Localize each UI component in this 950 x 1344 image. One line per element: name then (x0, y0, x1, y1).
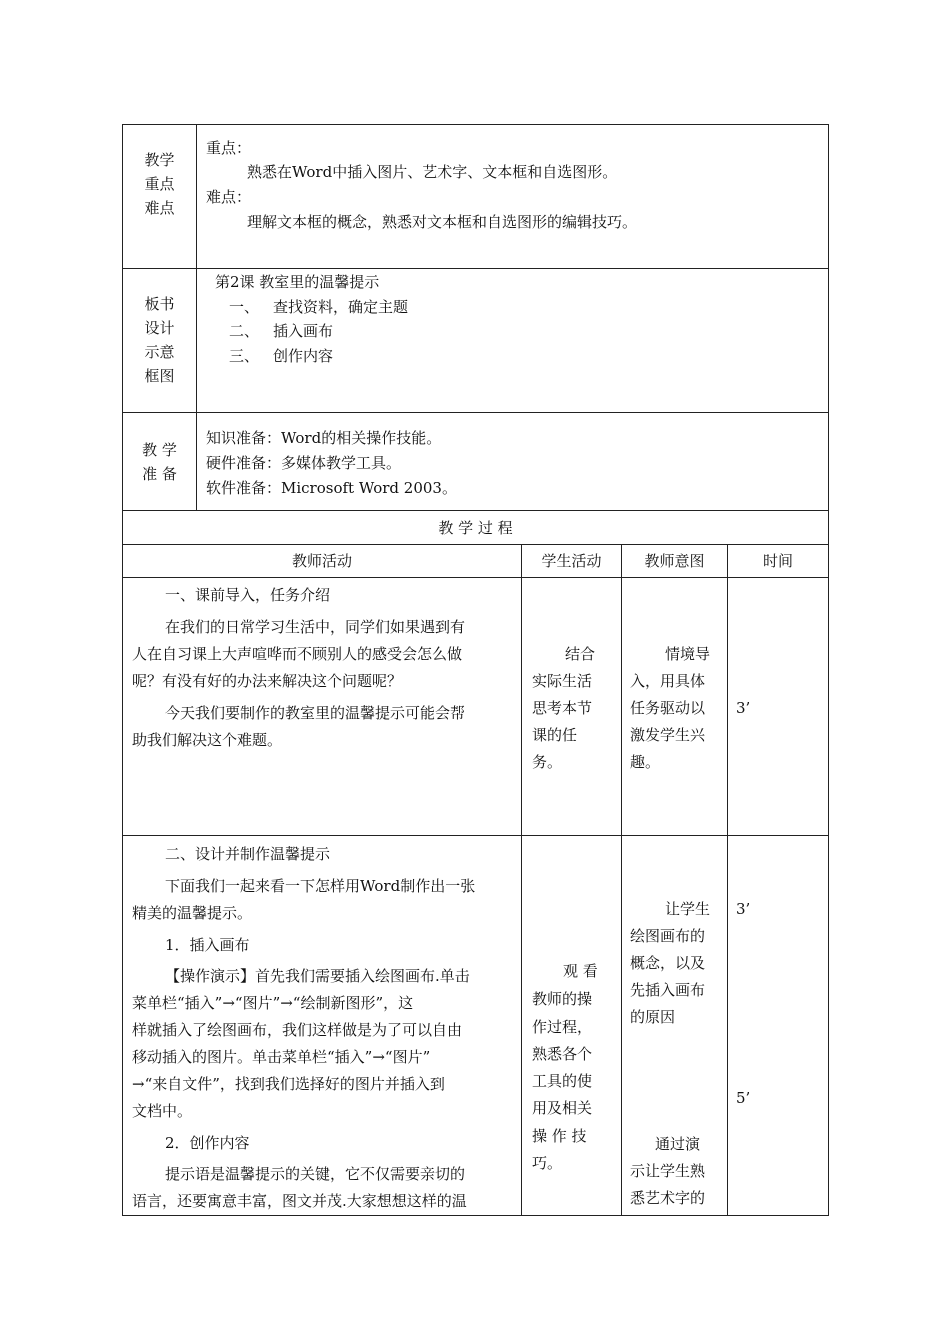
row1-intent-line: 趣。 (630, 753, 661, 771)
row1-intent-line: 任务驱动以 (630, 699, 706, 717)
label-line: 难点 (144, 199, 175, 217)
row1-student-line: 结合 (565, 645, 596, 663)
header-teacher-activity: 教师活动 (291, 552, 352, 570)
row-divider-6 (122, 835, 829, 836)
outline-item-text: 创作内容 (273, 347, 334, 365)
section3-label (123, 438, 196, 486)
row2-text-line: 移动插入的图片。单击菜单栏“插入”→“图片” (132, 1048, 431, 1066)
table-border-right (828, 124, 829, 1216)
row1-student-line: 思考本节 (532, 699, 593, 717)
lesson-title: 第2课 教室里的温馨提示 (215, 273, 380, 291)
row2-student-line: 工具的使 (532, 1072, 593, 1090)
key-points-text: 熟悉在Word中插入图片、艺术字、文本框和自选图形。 (247, 163, 618, 181)
row2-text-line: →“来自文件”，找到我们选择好的图片并插入到 (132, 1075, 445, 1093)
row2-subheading: 2．创作内容 (165, 1134, 250, 1152)
row-divider-1 (122, 268, 829, 269)
row2-time: 5’ (736, 1089, 751, 1107)
label-line: 教 学 (142, 441, 177, 459)
row2-text-line: 【操作演示】首先我们需要插入绘图画布.单击 (165, 967, 470, 985)
row2-student-line: 作过程， (532, 1018, 593, 1036)
outline-item-number: 二、 (229, 322, 260, 340)
row2-student-line: 巧。 (532, 1154, 563, 1172)
row2-text-line: 语言，还要寓意丰富，图文并茂.大家想想这样的温 (132, 1192, 467, 1210)
label-line: 重点 (144, 175, 175, 193)
label-line: 示意 (144, 343, 175, 361)
label-line: 教学 (144, 151, 175, 169)
col-divider-student (521, 544, 522, 1216)
row2-intent-line: 通过演 (655, 1135, 701, 1153)
section1-label (123, 148, 196, 220)
outline-item-text: 插入画布 (273, 322, 334, 340)
row1-text-line: 在我们的日常学习生活中，同学们如果遇到有 (165, 618, 466, 636)
row2-student-line: 教师的操 (532, 990, 593, 1008)
row1-time: 3’ (736, 699, 751, 717)
row1-student-line: 课的任 (532, 726, 578, 744)
prep-line: 软件准备：Microsoft Word 2003。 (206, 479, 457, 497)
row-divider-5 (122, 577, 829, 578)
row1-student-line: 实际生活 (532, 672, 593, 690)
row2-intent-line: 概念，以及 (630, 954, 706, 972)
label-line: 设计 (144, 319, 175, 337)
section2-label (123, 292, 196, 388)
row1-student-line: 务。 (532, 753, 563, 771)
header-teacher-intent: 教师意图 (644, 552, 705, 570)
row2-text-line: 下面我们一起来看一下怎样用Word制作出一张 (165, 877, 476, 895)
row2-intent-line: 悉艺术字的 (630, 1189, 706, 1207)
row2-intent-line: 先插入画布 (630, 981, 706, 999)
row-divider-4 (122, 544, 829, 545)
row2-intent-line: 的原因 (630, 1008, 676, 1026)
col-divider-time (727, 544, 728, 1216)
process-title: 教 学 过 程 (438, 519, 513, 537)
row2-text-line: 文档中。 (132, 1102, 193, 1120)
difficulties-title: 难点： (206, 188, 252, 206)
label-column-divider (196, 124, 197, 511)
row2-intent-line: 绘图画布的 (630, 927, 706, 945)
row2-text-line: 菜单栏“插入”→“图片”→“绘制新图形”，这 (132, 994, 414, 1012)
row2-time: 3’ (736, 900, 751, 918)
outline-item-number: 一、 (229, 298, 260, 316)
row2-student-line: 操 作 技 (532, 1127, 587, 1145)
row2-intent-line: 让学生 (665, 900, 711, 918)
table-border-bottom (122, 1215, 829, 1216)
prep-line: 知识准备：Word的相关操作技能。 (206, 429, 442, 447)
difficulties-text: 理解文本框的概念，熟悉对文本框和自选图形的编辑技巧。 (247, 213, 638, 231)
row2-heading: 二、设计并制作温馨提示 (165, 845, 331, 863)
row1-intent-line: 情境导 (665, 645, 711, 663)
label-line: 板书 (144, 295, 175, 313)
key-points-title: 重点： (206, 139, 252, 157)
row2-intent-line: 示让学生熟 (630, 1162, 706, 1180)
outline-item-text: 查找资料，确定主题 (273, 298, 409, 316)
col-divider-intent (621, 544, 622, 1216)
row2-text-line: 精美的温馨提示。 (132, 904, 253, 922)
table-border-top (122, 124, 829, 125)
prep-line: 硬件准备：多媒体教学工具。 (206, 454, 402, 472)
header-time: 时间 (762, 552, 793, 570)
label-line: 准 备 (142, 465, 177, 483)
header-student-activity: 学生活动 (541, 552, 602, 570)
row-divider-3 (122, 510, 829, 511)
table-border-left (122, 124, 123, 1216)
row2-student-line: 用及相关 (532, 1099, 593, 1117)
row1-intent-line: 激发学生兴 (630, 726, 706, 744)
row1-text-line: 今天我们要制作的教室里的温馨提示可能会帮 (165, 704, 466, 722)
row1-text-line: 助我们解决这个难题。 (132, 731, 283, 749)
row2-student-line: 熟悉各个 (532, 1045, 593, 1063)
row2-text-line: 提示语是温馨提示的关键，它不仅需要亲切的 (165, 1165, 466, 1183)
row2-student-line: 观 看 (563, 962, 598, 980)
outline-item-number: 三、 (229, 347, 260, 365)
row1-heading: 一、课前导入，任务介绍 (165, 586, 331, 604)
row-divider-2 (122, 412, 829, 413)
label-line: 框图 (144, 367, 175, 385)
row2-text-line: 样就插入了绘图画布，我们这样做是为了可以自由 (132, 1021, 463, 1039)
row1-text-line: 人在自习课上大声喧哗而不顾别人的感受会怎么做 (132, 645, 463, 663)
row1-text-line: 呢？有没有好的办法来解决这个问题呢？ (132, 672, 403, 690)
row2-subheading: 1．插入画布 (165, 936, 250, 954)
row1-intent-line: 入，用具体 (630, 672, 706, 690)
